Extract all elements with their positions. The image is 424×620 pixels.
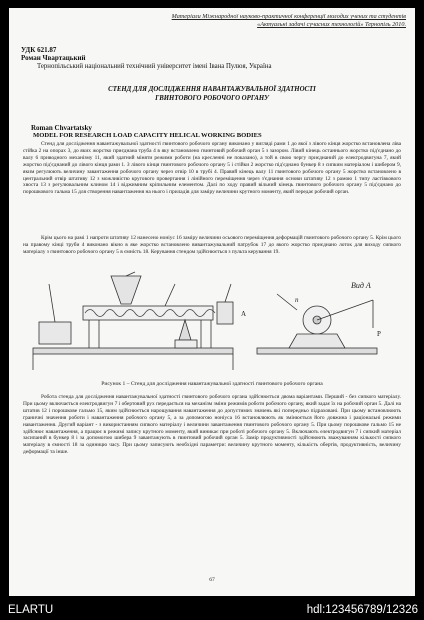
title-ua-line-2: ГВИНТОВОГО РОБОЧОГО ОРГАНУ (155, 95, 269, 102)
page-number: 67 (209, 577, 215, 583)
rotation-n-label: n (295, 296, 299, 304)
title-en: MODEL FOR RESEARCH LOAD CAPACITY HELICAL WORKING BODIES (33, 132, 262, 139)
affiliation: Тернопільський національний технічний університет імені Івана Пулюя, Україна (37, 63, 272, 70)
handle-link[interactable]: hdl:123456789/12326 (306, 604, 418, 616)
repository-name: ELARTU (8, 604, 54, 616)
author-ua: Роман Чвартацький (21, 54, 86, 62)
header-line-2: «Актуальні задачі сучасних технологій» Тернопіль 2010. (257, 21, 406, 28)
paragraph-2: Крім цього на рамі 1 напроти штативу 12 нанесено ноніус 16 заміру величини осьового переміщення деформацій гвинтового робочого органу 5. Крім цього на правому кінці труби 4 виконано вікно в яке жорстко встановлено вивантажувальний патрубок 17 до якого жорстко приєднано лоток для виходу сипкого матеріалу з гвинтового робочого органу 5 в ємність 18. Керування стендом здійснюється з пульта керування 19. (23, 235, 401, 255)
paragraph-1: Стенд для дослідження навантажувальної здатності гвинтового робочого органу виконано у вигляді рами 1 до якої з лівого кінця жорстко встановлена ліва стійка 2 на опорах 3, до яких жорстко приєднана труба 4 в яку встановлено гвинтовий робочий орган 5 з зазором. Лівий кінець останнього жорстко під'єднано до валу 6 приводного механізму 11, який здатний міняти режими роботи (на кресленні не показано), а той в свою чергу приєднаний до електродвигуна 7, який жорстко під'єднаний до лівого кінця рами 1. З лівого кінця гвинтового робочого органу 5 і стійки 2 жорстко під'єднано бункер 8 з сипким матеріалом і шибером 9, яким регулюють величину завантаження робочого органу через отвір 10 в трубі 4. Правий кінець валу 11 гвинтового робочого органу 5 жорстко встановлено в центральний отвір штативу 12 з можливістю кругового провертання і лінійного переміщення через з'єднання основи штативу 12 з рамою 1 типу ластівкового хвоста 13 з регулювальним клином 14 і віджимним кріпильним елементом. Далі по ходу правий вільний кінець гвинтового робочого органу 5 під'єднано до порошкового гальма 15 для створення навантаження на нього і приладів для заміру величини крутного моменту, який передає робочий орган. (23, 141, 401, 196)
header-line-1: Матеріали Міжнародної науково-практичної конференції молодих учених та студентів (171, 13, 406, 20)
author-en: Roman Chvartatsky (31, 124, 92, 132)
conference-header (146, 13, 406, 29)
udk-code: УДК 621.87 (21, 46, 57, 54)
title-ua-line-1: СТЕНД ДЛЯ ДОСЛІДЖЕННЯ НАВАНТАЖУВАЛЬНОЇ ЗДАТНОСТІ (108, 86, 316, 93)
repository-footer (0, 600, 424, 620)
view-a-label: Вид А (351, 281, 371, 290)
force-p-label: P (377, 330, 381, 338)
paragraph-3: Робота стенда для дослідження навантажувальної здатності гвинтового робочого органа здійснюється двома варіантами. Перший - без сипкого матеріалу. При цьому включається електродвигун 7 і обертовий рух передається на механізм зміни режимів роботи робочого органу, який задає їх на робочий орган 5. Далі на штатив 12 і порошкове гальмо 15, яким здійснюється нарощування навантаження до допустимих значень які попередньо підраховані. При цьому встановлюють граничні значення роботи і навантаження робочого органу 5, а за допомогою ноніуса 16 встановлюють як змінюється його довжина і раціональні режими навантаження. Другий варіант - з використанням сипкого матеріалу і величини завантаження гвинтового робочого органу 5. При цьому порошкове гальмо 15 не здійснює навантаження, а працює в режимі запису крутного моменту, який виникає при роботі робочого органу 5. Включають електродвигун 7 і сипкий матеріал засипаний в бункер 8 і за допомогою шибера 9 завантажують в гвинтовий робочий орган 5. Замір продуктивності здійснюють зважуванням кількості сипкого матеріалу в ємності 18 за одиницю часу. При цьому записують необхідні параметри: величину крутного моменту, кількість обертів, продуктивність, величину деформації та інше. (23, 394, 401, 456)
stand-diagram (25, 270, 403, 376)
document-page (9, 8, 415, 596)
figure-caption: Рисунок 1 – Стенд для дослідження навантажувальної здатності гвинтового робочого органа (101, 381, 323, 387)
arrow-a-label: А (241, 310, 247, 318)
